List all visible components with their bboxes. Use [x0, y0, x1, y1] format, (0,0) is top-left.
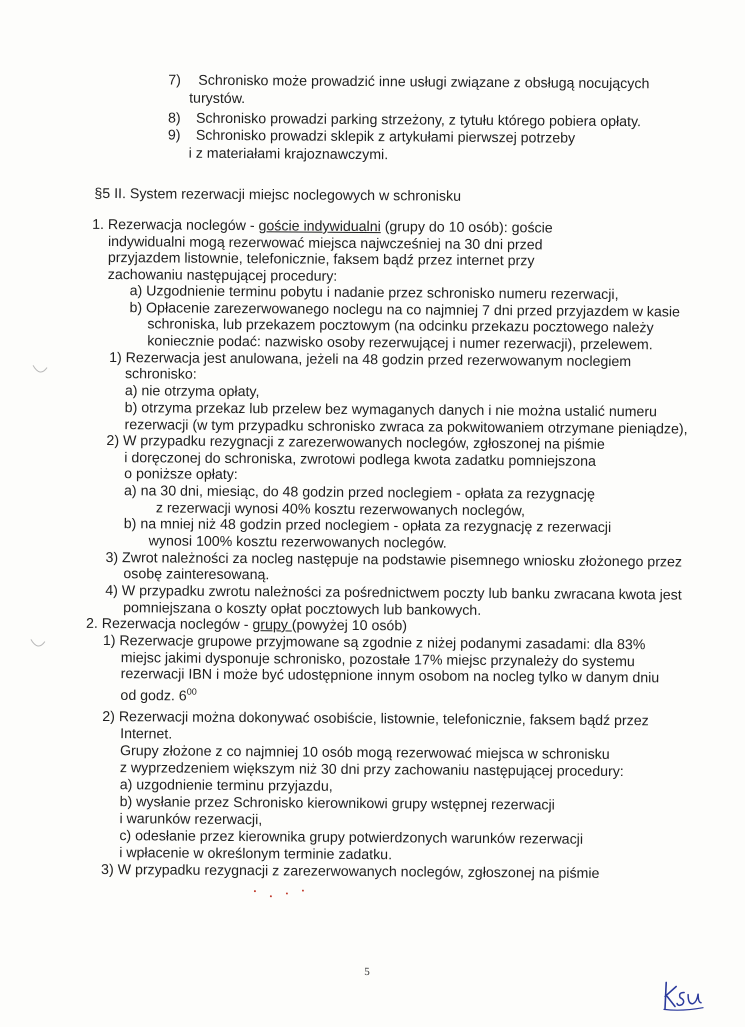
text-line: i z materiałami krajoznawczymi.: [188, 145, 389, 164]
text-line: 3) W przypadku rezygnacji z zarezerwowanych noclegów, zgłoszonej na piśmie: [101, 861, 600, 882]
text-line: a) nie otrzyma opłaty,: [124, 383, 260, 401]
section-heading: §5 II. System rezerwacji miejsc noclegowych w schronisku: [94, 185, 462, 205]
text-line: o poniższe opłaty:: [124, 466, 238, 484]
text-line: i warunków rezerwacji,: [119, 811, 263, 829]
text-line: rezerwacji (w tym przypadku schronisko zwraca za pokwitowaniem otrzymane pieniądze),: [124, 417, 688, 438]
list-number: 9): [167, 127, 181, 144]
text-line: Grupy złożone z co najmniej 10 osób mogą rezerwować miejsca w schronisku: [119, 743, 610, 763]
text-line: 1) Rezerwacje grupowe przyjmowane są zgodnie z niżej podanymi zasadami: dla 83%: [102, 632, 646, 654]
text-line: b) otrzyma przekaz lub przelew bez wymaganych danych i nie można ustalić numeru: [124, 400, 658, 421]
list-number: 7): [168, 72, 181, 89]
numbered-heading: 2. Rezerwacja noclegów - grupy (powyżej 10 osób): [85, 615, 408, 635]
handwritten-signature: [660, 978, 706, 1012]
text-line: a) na 30 dni, miesiąc, do 48 godzin przed noclegiem - opłata za rezygnację: [123, 483, 595, 503]
text-line: 2) W przypadku rezygnacji z zarezerwowanych noclegów, zgłoszonej na piśmie: [106, 433, 605, 453]
text-line: b) Opłacenie zarezerwowanego noclegu na co najmniej 7 dni przed przyjazdem w kasie: [129, 300, 681, 321]
text-line: 3) Zwrot należności za nocleg następuje na podstawie pisemnego wniosku złożonego przez: [105, 550, 683, 571]
text-line: Internet.: [120, 726, 173, 743]
page-number: 5: [364, 966, 370, 979]
text-line: Schronisko prowadzi sklepik z artykułami pierwszej potrzeby: [195, 127, 576, 147]
text-line: 4) W przypadku zwrotu należności za pośrednictwem poczty lub banku zwracana kwota jest: [105, 583, 682, 604]
text-line: osobę zainteresowaną.: [123, 566, 270, 584]
text-line: koniecznie podać: nazwisko osoby rezerwującej i numer rezerwacji), przelewem.: [147, 333, 653, 354]
text-line: schronisko:: [124, 366, 197, 383]
text-line: schroniska, lub przekazem pocztowym (na odcinku przekazu pocztowego należy: [147, 316, 654, 337]
punch-hole-mark: [31, 363, 49, 377]
punch-hole-mark: [29, 637, 47, 651]
text-line: rezerwacji IBN i może być udostępnione innym osobom na nocleg tylko w danym dniu: [120, 666, 660, 687]
text-line: 2) Rezerwacji można dokonywać osobiście, listownie, telefonicznie, faksem bądź przez: [102, 708, 649, 730]
text-line: a) uzgodnienie terminu przyjazdu,: [119, 777, 333, 795]
red-dots-mark: [251, 887, 311, 899]
text-line: od godz. $6^{00}$: [120, 686, 197, 705]
list-number: 8): [167, 110, 181, 127]
text-line: b) na mniej niż 48 godzin przed noclegiem - opłata za rezygnację z rezerwacji: [123, 516, 612, 536]
text-line: b) wysłanie przez Schronisko kierownikowi grupy wstępnej rezerwacji: [119, 794, 555, 814]
text-line: zachowaniu następującej procedury:: [107, 267, 338, 285]
text-line: c) odesłanie przez kierownika grupy potwierdzonych warunków rezerwacji: [119, 828, 584, 848]
numbered-heading: 1. Rezerwacja noclegów - goście indywidualni (grupy do 10 osób): goście: [92, 216, 553, 237]
text-line: Schronisko może prowadzić inne usługi związane z obsługą nocujących: [198, 72, 650, 93]
text-line: z rezerwacji wynosi 40% kosztu rezerwowanych noclegów,: [155, 500, 526, 520]
text-line: miejsc jakimi dysponuje schronisko, pozostałe 17% miejsc przynależy do systemu: [120, 650, 635, 671]
text-line: z wyprzedzeniem większym niż 30 dni przy zachowaniu następującej procedury:: [119, 760, 624, 781]
text-line: przyjazdem listownie, telefonicznie, faksem bądź przez internet przy: [107, 250, 535, 270]
text-line: 1) Rezerwacja jest anulowana, jeżeli na 48 godzin przed rezerwowanym noclegiem: [109, 350, 632, 371]
text-line: indywidualni mogą rezerwować miejsca najwcześniej na 30 dni przed: [107, 234, 543, 254]
text-line: pomniejszana o koszty opłat pocztowych lub bankowych.: [123, 600, 482, 619]
text-line: wynosi 100% kosztu rezerwowanych noclegów.: [148, 533, 447, 552]
text-line: turystów.: [189, 90, 246, 108]
text-line: Schronisko prowadzi parking strzeżony, z tytułu którego pobiera opłaty.: [195, 110, 642, 131]
text-line: i wpłacenie w określonym terminie zadatku.: [119, 845, 393, 864]
text-line: i doręczonej do schroniska, zwrotowi podlega kwota zadatku pomniejszona: [124, 450, 596, 470]
text-line: a) Uzgodnienie terminu pobytu i nadanie przez schronisko numeru rezerwacji,: [129, 283, 619, 304]
